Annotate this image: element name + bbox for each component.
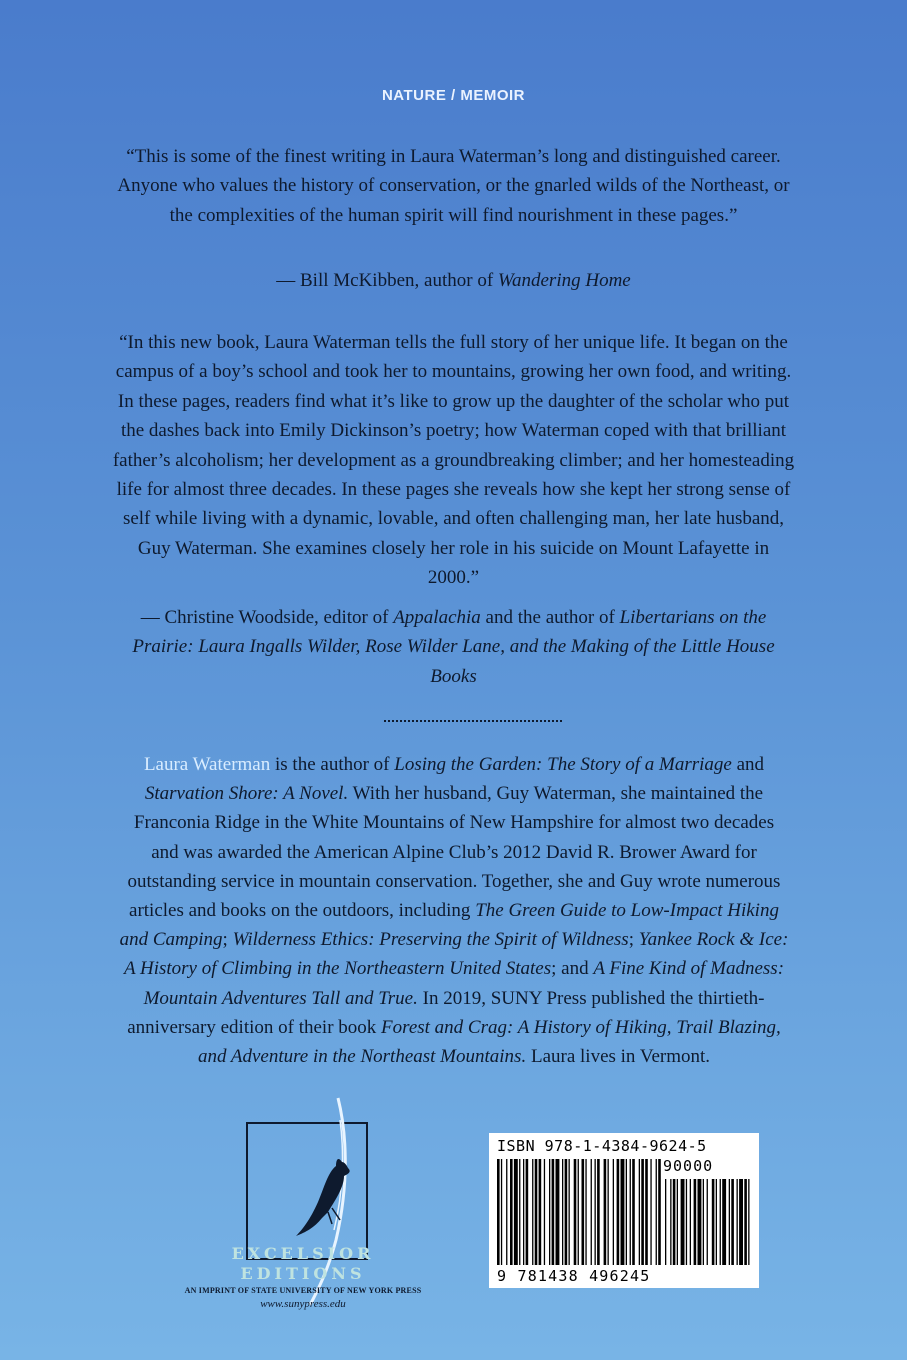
barcode-bar [562,1159,563,1265]
barcode-bar [698,1179,702,1265]
barcode-bar [731,1179,734,1265]
barcode-bar [591,1159,592,1265]
barcode-bar [707,1179,708,1265]
book-title: Wilderness Ethics: Preserving the Spirit of Wildness [232,929,629,951]
barcode-bar [677,1179,678,1265]
barcode-bar [578,1159,579,1265]
barcode-digits: 9 781438 496245 [497,1267,651,1285]
barcode-bar [535,1159,538,1265]
book-title: Yankee Rock & Ice: A History of Climbing in the Northeastern United States [123,929,789,980]
barcode-bar [549,1159,550,1265]
barcode-bar [595,1159,596,1265]
barcode-bar [510,1159,513,1265]
isbn-barcode [489,1133,759,1288]
barcode-bar [739,1179,743,1265]
blurb-quote-1: “This is some of the finest writing in Laura Waterman’s long and distinguished career. Anyone who values the history of conservation, or the gnarled wilds of the Northeast, or the complexities of the human spirit will find nourishment in these pages.” [117,146,790,226]
bio-text: With her husband, Guy Waterman, she maintained the Franconia Ridge in the White Mountains of New Hampshire for almost two decades and was awarded the American Alpine Club’s 2012 David R. Brower Award for outstanding service in mountain conservation. Together, she and Guy wrote numerous articles and books on the outdoors, including [127,783,781,922]
barcode-bar [556,1159,560,1265]
bio-text: Laura lives in Vermont. [526,1046,711,1068]
publisher-url: www.sunypress.edu [260,1298,346,1310]
barcode-bar [585,1159,586,1265]
barcode-bar [613,1159,614,1265]
barcode-bar [650,1159,651,1265]
barcode-bar [501,1159,502,1265]
barcode-bar [597,1159,600,1265]
book-title: A Fine Kind of Madness: Mountain Adventures Tall and True. [143,958,785,1009]
barcode-bar [720,1179,721,1265]
attribution-role: , author of [414,270,498,291]
barcode-bar [641,1159,644,1265]
barcode-bar [703,1179,704,1265]
logo-title-line1: EXCELSIOR [231,1244,375,1263]
author-bio [118,750,790,1071]
barcode-bar [744,1179,747,1265]
barcode-bar [639,1159,640,1265]
isbn-text: ISBN 978-1-4384-9624-5 [497,1137,707,1155]
dotted-divider [384,720,562,722]
book-title: Losing the Garden: The Story of a Marriage [394,754,732,775]
barcode-bar [737,1179,738,1265]
attribution-work: Wandering Home [497,270,631,291]
barcode-bar [712,1179,715,1265]
book-title: The Green Guide to Low-Impact Hiking and Camping [119,900,779,951]
logo-imprint: AN IMPRINT OF STATE UNIVERSITY OF NEW YORK PRESS [184,1286,422,1295]
barcode-icon [489,1133,759,1288]
barcode-bar [621,1159,625,1265]
barcode-bar [544,1159,545,1265]
barcode-bar [608,1159,609,1265]
barcode-bar [519,1159,520,1265]
barcode-bar [617,1159,620,1265]
barcode-bar [656,1159,657,1265]
bio-text: and [731,754,765,775]
barcode-bar [582,1159,585,1265]
barcode-bar [681,1179,685,1265]
barcode-bar [645,1159,648,1265]
book-title: Forest and Crag: A History of Hiking, Trail Blazing, and Adventure in the Northeast Mountains. [197,1016,781,1068]
attribution-name: Bill McKibben [300,270,415,291]
barcode-bar [716,1179,717,1265]
barcode-bar [626,1159,627,1265]
logo-title-line2: EDITIONS [240,1264,366,1283]
blurb-attribution-1 [110,266,797,295]
barcode-bar [523,1159,524,1265]
category-label: NATURE / MEMOIR [381,87,526,104]
bio-text: is the author of [270,754,395,775]
price-code: 90000 [663,1157,714,1175]
attribution-dash: — [140,607,165,628]
barcode-bar [670,1179,671,1265]
blurb-quote-2: “In this new book, Laura Waterman tells the full story of her unique life. It began on the campus of a boy’s school and took her to mountains, growing her own food, and writing. In these pages, readers find what it’s like to grow up the daughter of the scholar who put the dashes back into Emily Dickinson’s poetry; how Waterman coped with that brilliant father’s alcoholism; her development as a groundbreaking climber; and her homesteading life for almost three decades. In these pages she reveals how she kept her strong sense of self while living with a dynamic, lovable, and often challenging man, her late husband, Guy Waterman. She examines closely her role in his suicide on Mount Lafayette in 2000.” [112,332,795,589]
attribution-work: Libertarians on the Prairie: Laura Ingalls Wilder, Rose Wilder Lane, and the Making of the Little House Books [132,607,775,687]
bio-text: In 2019, SUNY Press published the thirtieth-anniversary edition of their book [127,987,765,1038]
attribution-role: , editor of [314,607,394,628]
attribution-role: and the author of [480,607,620,628]
attribution-dash: — [276,270,300,291]
barcode-bar [748,1179,749,1265]
barcode-bar [497,1159,500,1265]
bio-text: ; [222,929,233,951]
blurb-attribution-2 [110,603,797,691]
barcode-bar [722,1179,726,1265]
attribution-name: Christine Woodside [164,607,315,628]
barcode-bar [632,1159,635,1265]
bio-text: ; and [551,958,594,980]
barcode-bar [532,1159,533,1265]
barcode-bar [552,1159,555,1265]
barcode-bar [690,1179,691,1265]
barcode-bar [565,1159,568,1265]
barcode-bar [514,1159,518,1265]
barcode-bar [729,1179,730,1265]
attribution-work: Appalachia [393,607,481,628]
barcode-bar [604,1159,607,1265]
bio-text: ; [628,929,639,951]
barcode-bar [673,1179,676,1265]
barcode-bar [658,1159,661,1265]
barcode-bar [539,1159,542,1265]
author-name: Laura Waterman [143,754,271,775]
barcode-bar [694,1179,697,1265]
barcode-bar [506,1159,507,1265]
book-title: Starvation Shore: A Novel. [144,783,349,805]
barcode-bar [630,1159,631,1265]
barcode-bar [686,1179,687,1265]
barcode-bar [526,1159,529,1265]
barcode-bar [574,1159,577,1265]
publisher-logo [168,1090,438,1320]
barcode-bar [665,1179,666,1265]
barcode-bar [569,1159,570,1265]
